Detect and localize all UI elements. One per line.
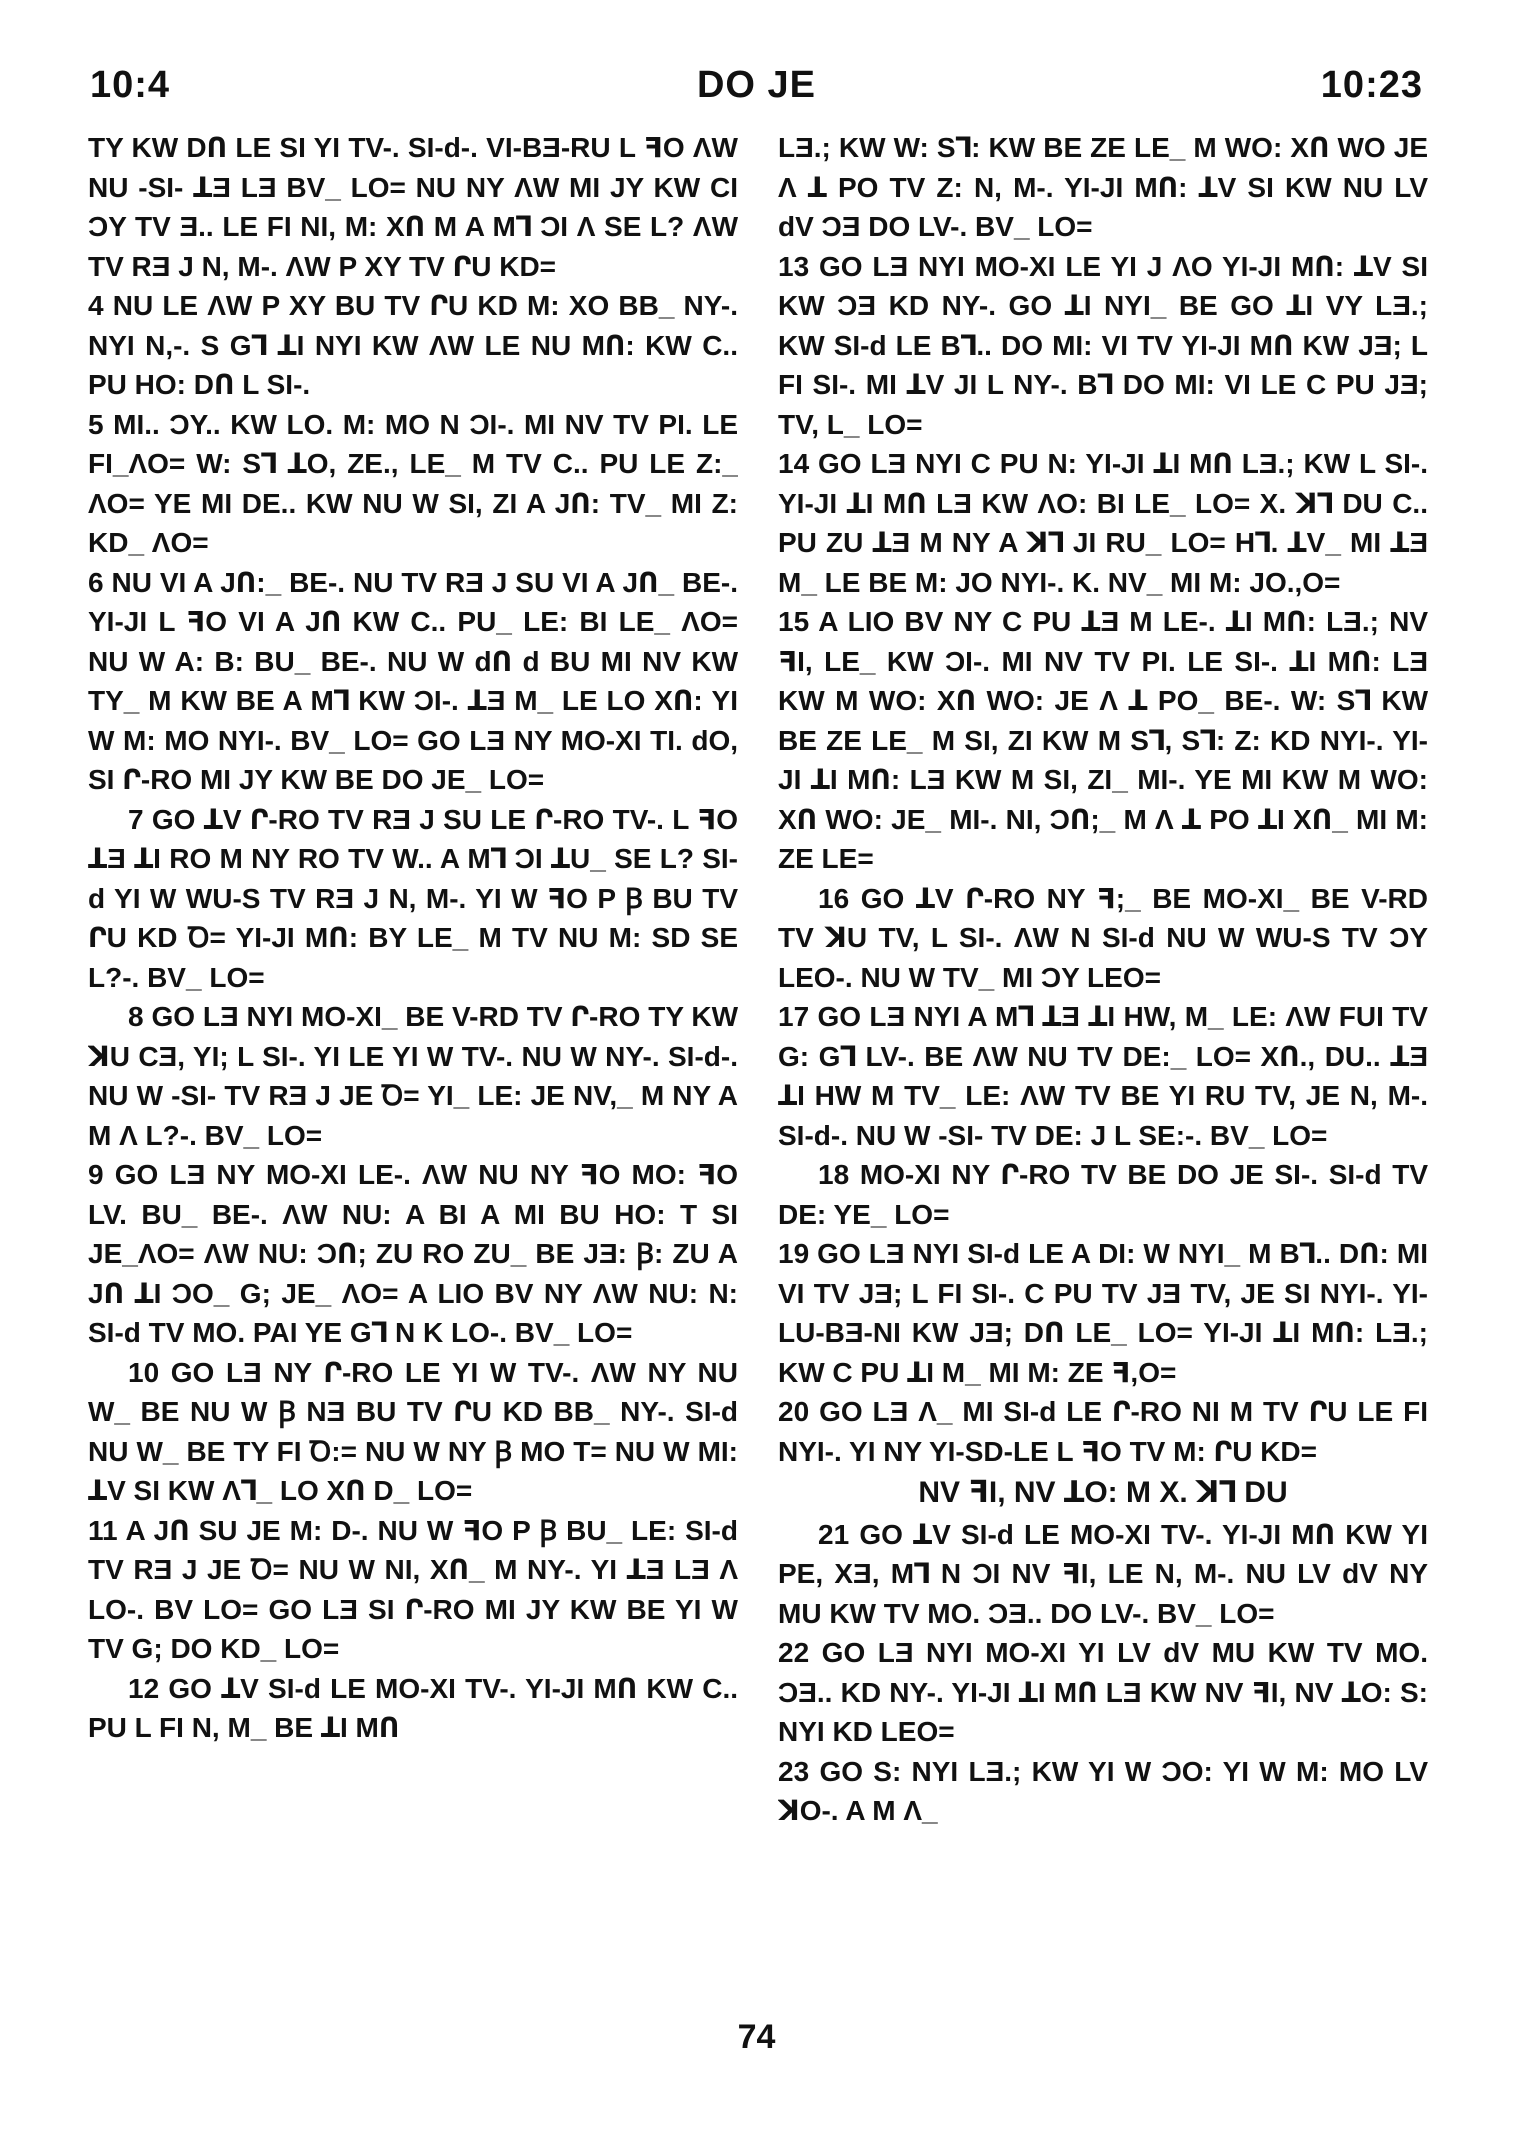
verse-number: 21 — [818, 1518, 850, 1550]
verse-text: MO-XI NY Ր-RO TV BE DO JE SI-. SI-d TV DE: YE_ LO= — [778, 1159, 1428, 1230]
verse-text: GO LƎ Ʌ_ MI SI-d LE Ր-RO NI M TV ՐU LE FI NYI-. YI NY YI-SD-LE L ꟻO TV M: ՐU KD= — [778, 1396, 1428, 1467]
verse-number: 15 — [778, 606, 810, 637]
verse-text: GO LƎ NYI SI-d LE A DI: W NYI_ M Bꓶ.. DՈ: MI VI TV JƎ; L FI SI-. C PU TV JƎ TV, JE SI NYI-. YI-LU-BƎ-NI KW JƎ; DՈ LE_ LO= YI-JI ꓕI MՈ: LƎ.; KW C PU ꓕI M_ MI M: ZE ꟻ,O= — [778, 1238, 1428, 1388]
verse-number: 17 — [778, 1001, 810, 1032]
paragraph — [778, 1515, 1428, 1634]
verse-text: GO LƎ NY MO-XI LE-. ɅW NU NY ꟻO MO: ꟻO LV. BU_ BE-. ɅW NU: A BI A MI BU HO: T SI JE_ɅO= ɅW NU: ƆՈ; ZU RO ZU_ BE JƎ: Ꞵ: ZU A JՈ ꓕI ƆO_ G; JE_ ɅO= A LIO BV NY ɅW NU: N: SI-d TV MO. PAI YE Gꓶ N K LO-. BV_ LO= — [88, 1159, 738, 1348]
verse-number: 8 — [128, 1001, 144, 1032]
verse-text: NU LE ɅW P XY BU TV ՐU KD M: XO BB_ NY-. NYI N,-. S Gꓶ ꓕI NYI KW ɅW LE NU MՈ: KW C.. PU HO: DՈ L SI-. — [88, 290, 738, 400]
verse-number: 22 — [778, 1637, 810, 1668]
verse-number: 6 — [88, 566, 104, 598]
paragraph — [778, 247, 1428, 445]
verse-text: GO ꓕV Ր-RO NY ꟻ;_ BE MO-XI_ BE V-RD TV ꓘU TV, L SI-. ɅW N SI-d NU W WU-S TV ƆY LEO-. NU W TV_ MI ƆY LEO= — [778, 882, 1428, 993]
verse-text: GO LƎ NYI MO-XI LE YI J ɅO YI-JI MՈ: ꓕV SI KW ƆƎ KD NY-. GO ꓕI NYI_ BE GO ꓕI VY LƎ.; KW SI-d LE Bꓶ.. DO MI: VI TV YI-JI MՈ KW JƎ; L FI SI-. MI ꓕV JI L NY-. Bꓶ DO MI: VI LE C PU JƎ; TV, L_ LO= — [778, 250, 1428, 440]
verse-text: GO LƎ NYI MO-XI_ BE V-RD TV Ր-RO TY KW ꓘU CƎ, YI; L SI-. YI LE YI W TV-. NU W NY-. SI-d-. NU W -SI- TV RƎ J JE Ꝺ= YI_ LE: JE NV,_ M NY A M Ʌ L?-. BV_ LO= — [88, 1001, 738, 1151]
verse-text: GO ꓕV SI-d LE MO-XI TV-. YI-JI MՈ KW C.. PU L FI N, M_ BE ꓕI MՈ — [88, 1672, 738, 1743]
paragraph — [778, 1752, 1428, 1831]
verse-number: 23 — [778, 1755, 810, 1787]
verse-text: GO ꓕV SI-d LE MO-XI TV-. YI-JI MՈ KW YI PE, XƎ, Mꓶ N ƆI NV ꟻI, LE N, M-. NU LV dV NY MU KW TV MO. ƆƎ.. DO LV-. BV_ LO= — [778, 1518, 1428, 1629]
verse-number: 14 — [778, 448, 810, 479]
verse-number: 12 — [128, 1672, 160, 1704]
verse-text: GO S: NYI LƎ.; KW YI W ƆO: YI W M: MO LV ꓘO-. A M Ʌ_ — [778, 1755, 1428, 1826]
right-column — [778, 128, 1428, 2008]
verse-text: TY KW DՈ LE SI YI TV-. SI-d-. VI-BƎ-RU L ꟻO ɅW NU -SI- ꓕƎ LƎ BV_ LO= NU NY ɅW MI JY KW CI ƆY TV Ǝ.. LE FI NI, M: XՈ M A Mꓶ ƆI Ʌ SE L? ɅW TV RƎ J N, M-. ɅW P XY TV ՐU KD= — [88, 132, 738, 282]
paragraph — [88, 1669, 738, 1748]
verse-number: 9 — [88, 1159, 104, 1190]
verse-number: 16 — [818, 882, 850, 914]
verse-text: NU VI A JՈ:_ BE-. NU TV RƎ J SU VI A JՈ_ BE-. YI-JI L ꟻO VI A JՈ KW C.. PU_ LE: BI LE_ ɅO= NU W A: B: BU_ BE-. NU W dՈ d BU MI NV KW TY_ M KW BE A Mꓶ KW ƆI-. ꓕƎ M_ LE LO XՈ: YI W M: MO NYI-. BV_ LO= GO LƎ NY MO-XI TI. dO, SI Ր-RO MI JY KW BE DO JE_ LO= — [88, 566, 738, 795]
paragraph — [88, 405, 738, 563]
verse-number: 18 — [818, 1159, 850, 1190]
chapter-verse-start: 10:4 — [90, 64, 171, 106]
paragraph — [88, 1511, 738, 1669]
paragraph — [88, 1353, 738, 1511]
paragraph — [778, 128, 1428, 247]
paragraph — [778, 444, 1428, 602]
paragraph — [778, 1234, 1428, 1392]
paragraph — [778, 879, 1428, 998]
paragraph — [778, 1392, 1428, 1471]
section-heading: NV ꟻI, NV ꓕO: M X. ꓘꓶ DU — [918, 1476, 1288, 1509]
verse-text: GO LƎ NYI A Mꓶ ꓕƎ ꓕI HW, M_ LE: ɅW FUI TV G: Gꓶ LV-. BE ɅW NU TV DE:_ LO= XՈ., DU.. ꓕƎ ꓕI HW M TV_ LE: ɅW TV BE YI RU TV, JE N, M-. SI-d-. NU W -SI- TV DE: J L SE:-. BV_ LO= — [778, 1001, 1428, 1151]
paragraph — [88, 128, 738, 286]
verse-text: GO LƎ NY Ր-RO LE YI W TV-. ɅW NY NU W_ BE NU W Ꞵ NƎ BU TV ՐU KD BB_ NY-. SI-d NU W_ BE TY FI Ꝺ:= NU W NY Ꞵ MO T= NU W MI: ꓕV SI KW Ʌꓶ_ LO XՈ D_ LO= — [88, 1356, 738, 1506]
verse-number: 11 — [88, 1514, 118, 1546]
verse-number: 5 — [88, 408, 104, 440]
paragraph — [88, 997, 738, 1155]
chapter-verse-end: 10:23 — [1320, 64, 1423, 106]
verse-text: LƎ.; KW W: Sꓶ: KW BE ZE LE_ M WO: XՈ WO JE Ʌ ꓕ PO TV Z: N, M-. YI-JI MՈ: ꓕV SI KW NU LV dV ƆƎ DO LV-. BV_ LO= — [778, 132, 1428, 242]
paragraph — [778, 997, 1428, 1155]
book-title: DO JE — [696, 64, 817, 106]
page-header — [90, 64, 1423, 114]
paragraph — [88, 800, 738, 998]
page-number: 74 — [737, 2018, 776, 2056]
verse-number: 19 — [778, 1238, 810, 1269]
paragraph — [778, 1633, 1428, 1752]
verse-number: 7 — [128, 803, 144, 835]
paragraph — [778, 602, 1428, 879]
verse-text: GO LƎ NYI C PU N: YI-JI ꓕI MՈ LƎ.; KW L SI-. YI-JI ꓕI MՈ LƎ KW ɅO: BI LE_ LO= X. ꓘꓶ DU C.. PU ZU ꓕƎ M NY A ꓘꓶ JI RU_ LO= Hꓶ. ꓕV_ MI ꓕƎ M_ LE BE M: JO NYI-. K. NV_ MI M: JO.,O= — [778, 448, 1428, 598]
verse-number: 20 — [778, 1396, 810, 1427]
text-columns — [88, 128, 1428, 2008]
verse-text: GO LƎ NYI MO-XI YI LV dV MU KW TV MO. ƆƎ.. KD NY-. YI-JI ꓕI MՈ LƎ KW NV ꟻI, NV ꓕO: S: NYI KD LEO= — [778, 1637, 1428, 1747]
verse-text: GO ꓕV Ր-RO TV RƎ J SU LE Ր-RO TV-. L ꟻO ꓕƎ ꓕI RO M NY RO TV W.. A Mꓶ ƆI ꓕU_ SE L? SI-d YI W WU-S TV RƎ J N, M-. YI W ꟻO P Ꞵ BU TV ՐU KD Ꝺ= YI-JI MՈ: BY LE_ M TV NU M: SD SE L?-. BV_ LO= — [88, 803, 738, 993]
verse-text: A JՈ SU JE M: D-. NU W ꟻO P Ꞵ BU_ LE: SI-d TV RƎ J JE Ꝺ= NU W NI, XՈ_ M NY-. YI ꓕƎ LƎ Ʌ LO-. BV LO= GO LƎ SI Ր-RO MI JY KW BE YI W TV G; DO KD_ LO= — [88, 1514, 738, 1664]
verse-text: MI.. ƆY.. KW LO. M: MO N ƆI-. MI NV TV PI. LE FI_ɅO= W: Sꓶ ꓕO, ZE., LE_ M TV C.. PU LE Z:_ ɅO= YE MI DE.. KW NU W SI, ZI A JՈ: TV_ MI Z: KD_ ɅO= — [88, 408, 738, 558]
verse-number: 10 — [128, 1356, 160, 1388]
paragraph — [88, 286, 738, 405]
verse-number: 13 — [778, 250, 810, 282]
verse-number: 4 — [88, 290, 104, 321]
paragraph — [88, 1155, 738, 1353]
left-column — [88, 128, 738, 2008]
paragraph — [778, 1155, 1428, 1234]
paragraph — [88, 563, 738, 800]
verse-text: A LIO BV NY C PU ꓕƎ M LE-. ꓕI MՈ: LƎ.; NV ꟻI, LE_ KW ƆI-. MI NV TV PI. LE SI-. ꓕI MՈ: LƎ KW M WO: XՈ WO: JE Ʌ ꓕ PO_ BE-. W: Sꓶ KW BE ZE LE_ M SI, ZI KW M Sꓶ, Sꓶ: Z: KD NYI-. YI-JI ꓕI MՈ: LƎ KW M SI, ZI_ MI-. YE MI KW M WO: XՈ WO: JE_ MI-. NI, ƆՈ;_ M Ʌ ꓕ PO ꓕI XՈ_ MI M: ZE LE= — [778, 606, 1428, 874]
